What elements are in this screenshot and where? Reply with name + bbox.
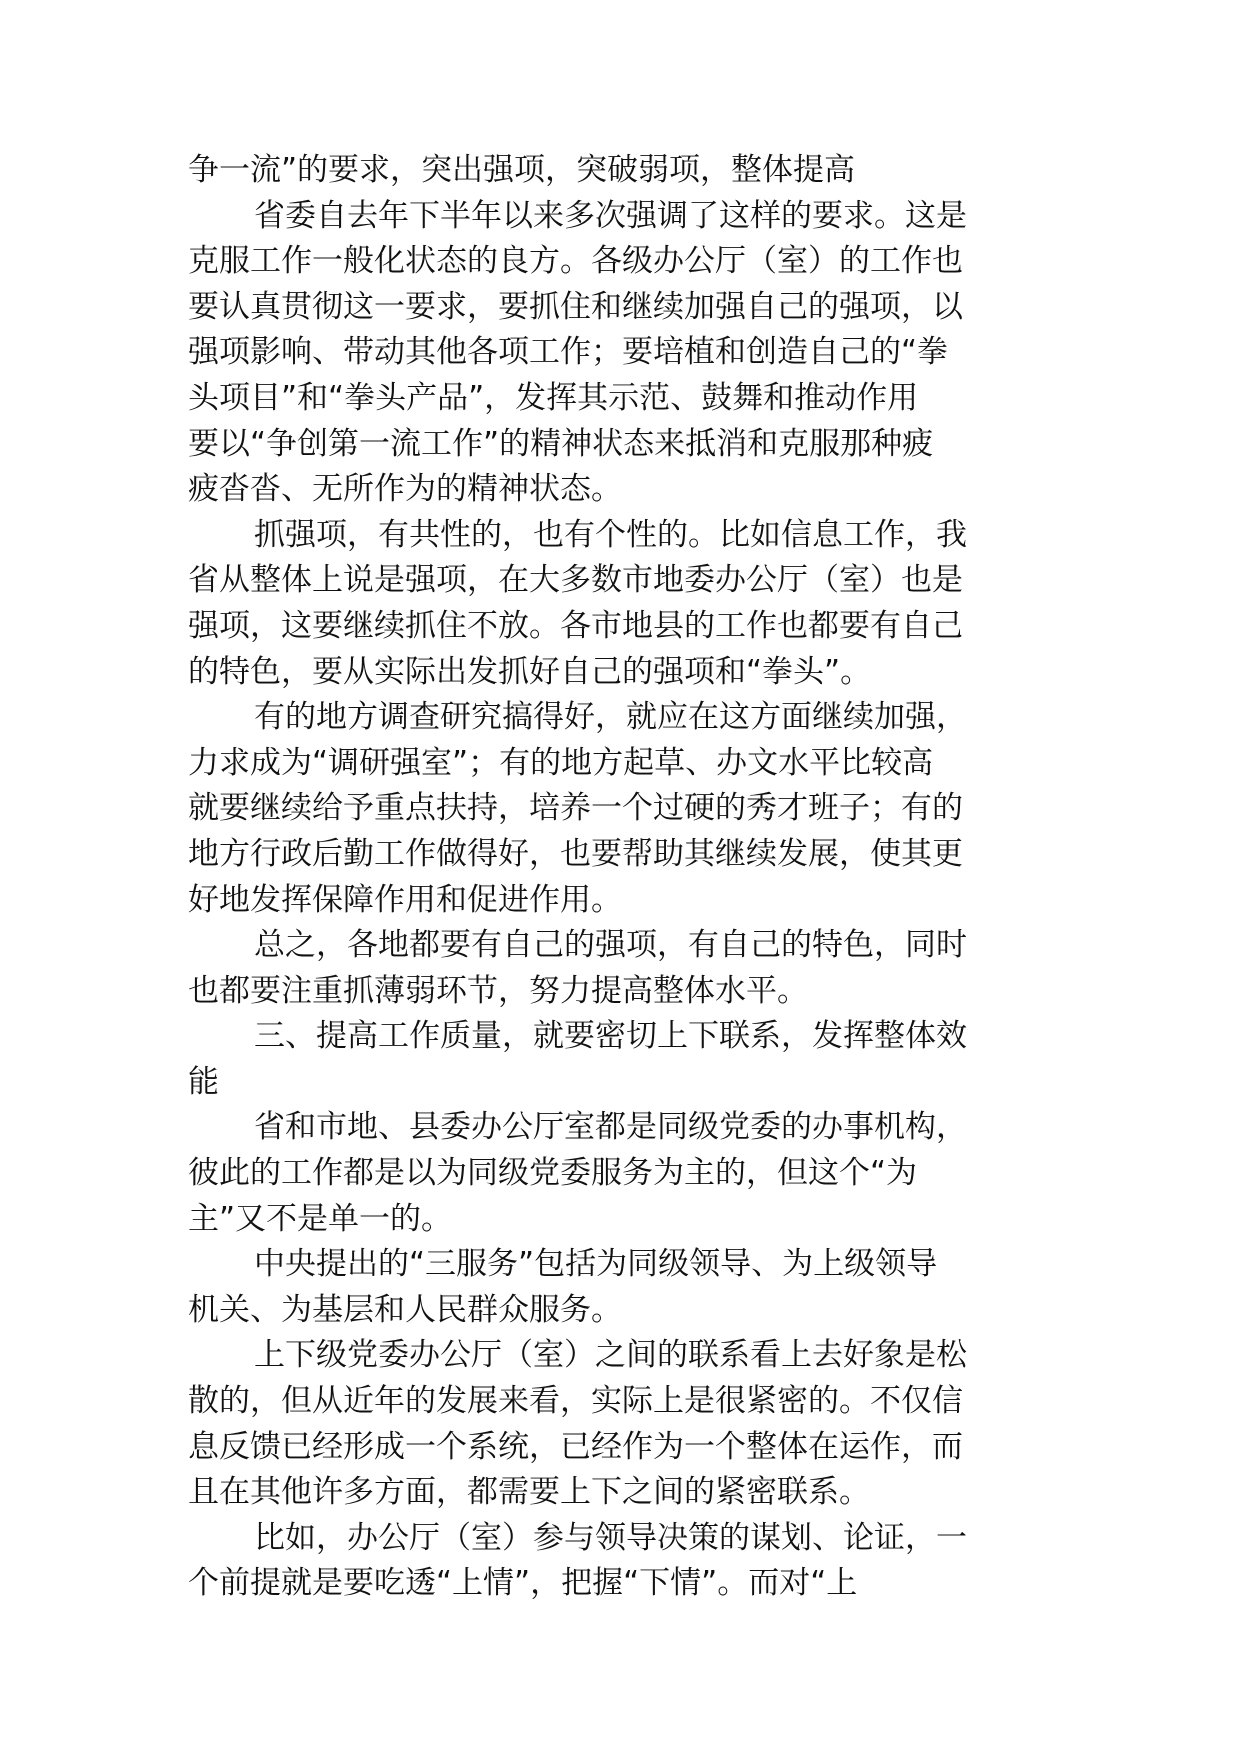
text-line: 好地发挥保障作用和促进作用。 xyxy=(188,881,622,918)
text-line: 就要继续给予重点扶持，培养一个过硬的秀才班子；有的 xyxy=(188,790,963,827)
text-line: 力求成为“调研强室”；有的地方起草、办文水平比较高 xyxy=(188,744,934,781)
text-line: 疲沓沓、无所作为的精神状态。 xyxy=(188,471,622,508)
text-line: 三、提高工作质量，就要密切上下联系，发挥整体效 xyxy=(254,1018,967,1055)
text-line: 省委自去年下半年以来多次强调了这样的要求。这是 xyxy=(254,197,967,234)
text-line: 要认真贯彻这一要求，要抓住和继续加强自己的强项，以 xyxy=(188,288,963,325)
text-line: 省和市地、县委办公厅室都是同级党委的办事机构， xyxy=(254,1109,967,1146)
text-line: 机关、为基层和人民群众服务。 xyxy=(188,1291,622,1328)
text-line: 强项，这要继续抓住不放。各市地县的工作也都要有自己 xyxy=(188,607,963,644)
text-line: 的特色，要从实际出发抓好自己的强项和“拳头”。 xyxy=(188,653,872,690)
text-line: 强项影响、带动其他各项工作；要培植和创造自己的“拳 xyxy=(188,334,949,371)
text-line: 要以“争创第一流工作”的精神状态来抵消和克服那种疲 xyxy=(188,425,934,462)
text-line: 抓强项，有共性的，也有个性的。比如信息工作，我 xyxy=(254,516,967,553)
text-line: 主”又不是单一的。 xyxy=(188,1200,453,1237)
text-line: 地方行政后勤工作做得好，也要帮助其继续发展，使其更 xyxy=(188,835,963,872)
text-line: 且在其他许多方面，都需要上下之间的紧密联系。 xyxy=(188,1474,870,1511)
text-line: 比如，办公厅（室）参与领导决策的谋划、论证，一 xyxy=(254,1519,967,1556)
text-line: 上下级党委办公厅（室）之间的联系看上去好象是松 xyxy=(254,1337,967,1374)
body-text xyxy=(188,148,1058,1607)
text-line: 也都要注重抓薄弱环节，努力提高整体水平。 xyxy=(188,972,808,1009)
text-line: 总之，各地都要有自己的强项，有自己的特色，同时 xyxy=(254,927,967,964)
text-line: 息反馈已经形成一个系统，已经作为一个整体在运作，而 xyxy=(188,1428,963,1465)
text-line: 能 xyxy=(188,1063,219,1100)
text-line: 克服工作一般化状态的良方。各级办公厅（室）的工作也 xyxy=(188,243,963,280)
text-line: 散的，但从近年的发展来看，实际上是很紧密的。不仅信 xyxy=(188,1383,963,1420)
text-line: 省从整体上说是强项，在大多数市地委办公厅（室）也是 xyxy=(188,562,963,599)
text-line: 个前提就是要吃透“上情”，把握“下情”。而对“上 xyxy=(188,1565,858,1602)
text-line: 争一流”的要求，突出强项，突破弱项，整体提高 xyxy=(188,152,856,188)
text-line: 中央提出的“三服务”包括为同级领导、为上级领导 xyxy=(254,1246,938,1283)
text-line: 头项目”和“拳头产品”，发挥其示范、鼓舞和推动作用 xyxy=(188,379,919,416)
text-line: 有的地方调查研究搞得好，就应在这方面继续加强， xyxy=(254,699,967,736)
text-line: 彼此的工作都是以为同级党委服务为主的，但这个“为 xyxy=(188,1155,918,1192)
